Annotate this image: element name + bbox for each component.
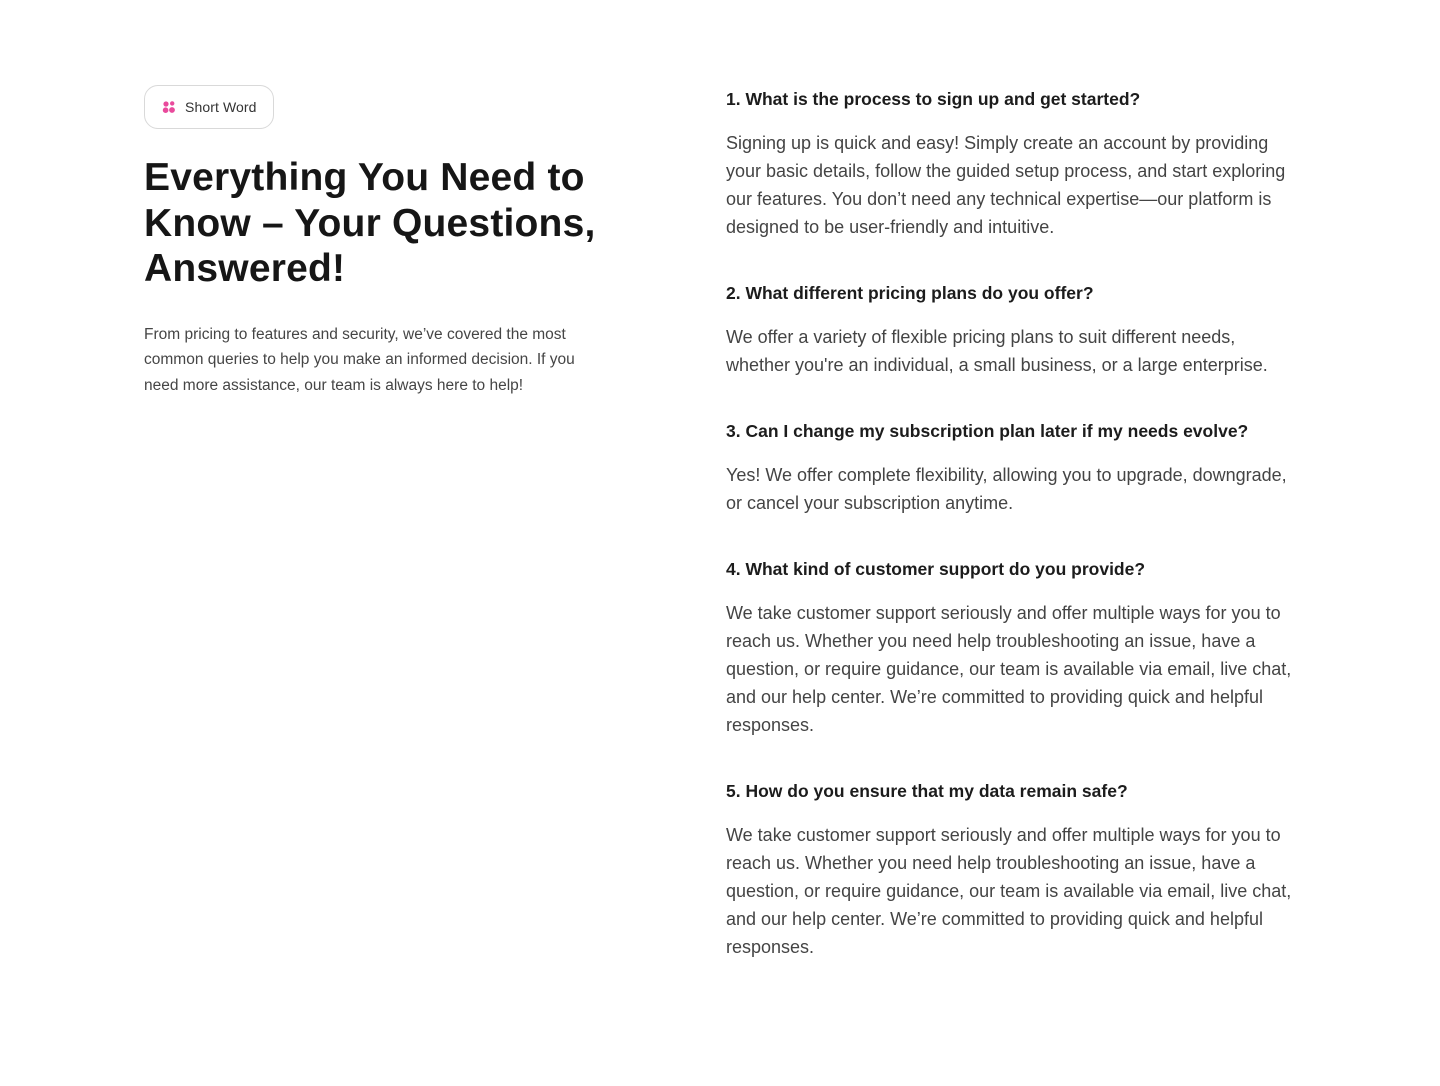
- dots-icon: [162, 100, 176, 114]
- section-badge: [144, 85, 274, 129]
- faq-item-5: [726, 777, 1301, 961]
- faq-question: 5. How do you ensure that my data remain safe?: [726, 781, 1128, 801]
- faq-question: 2. What different pricing plans do you offer?: [726, 283, 1094, 303]
- faq-answer: Signing up is quick and easy! Simply create an account by providing your basic details, follow the guided setup process, and start exploring our features. You don’t need any technical expertise—our platform is designed to be user-friendly and intuitive.: [726, 133, 1286, 237]
- faq-item-2: [726, 279, 1301, 379]
- faq-answer: Yes! We offer complete flexibility, allowing you to upgrade, downgrade, or cancel your subscription anytime.: [726, 465, 1287, 513]
- faq-answer: We offer a variety of flexible pricing plans to suit different needs, whether you're an individual, a small business, or a large enterprise.: [726, 327, 1268, 375]
- faq-question: 1. What is the process to sign up and get started?: [726, 89, 1141, 109]
- faq-intro-section: [144, 85, 614, 398]
- faq-item-4: [726, 555, 1301, 739]
- badge-label: Short Word: [185, 99, 257, 115]
- faq-item-1: [726, 85, 1301, 241]
- faq-question: 3. Can I change my subscription plan later if my needs evolve?: [726, 421, 1249, 441]
- page-title: Everything You Need to Know – Your Questions, Answered!: [144, 156, 596, 290]
- intro-text: From pricing to features and security, we’ve covered the most common queries to help you make an informed decision. If you need more assistance, our team is always here to help!: [144, 325, 575, 394]
- faq-item-3: [726, 417, 1301, 517]
- faq-question: 4. What kind of customer support do you provide?: [726, 559, 1146, 579]
- faq-list: [726, 85, 1301, 999]
- faq-answer: We take customer support seriously and offer multiple ways for you to reach us. Whether you need help troubleshooting an issue, have a question, or require guidance, our team is available via email, live chat, and our help center. We’re committed to providing quick and helpful responses.: [726, 603, 1292, 735]
- faq-answer: We take customer support seriously and offer multiple ways for you to reach us. Whether you need help troubleshooting an issue, have a question, or require guidance, our team is available via email, live chat, and our help center. We’re committed to providing quick and helpful responses.: [726, 825, 1292, 957]
